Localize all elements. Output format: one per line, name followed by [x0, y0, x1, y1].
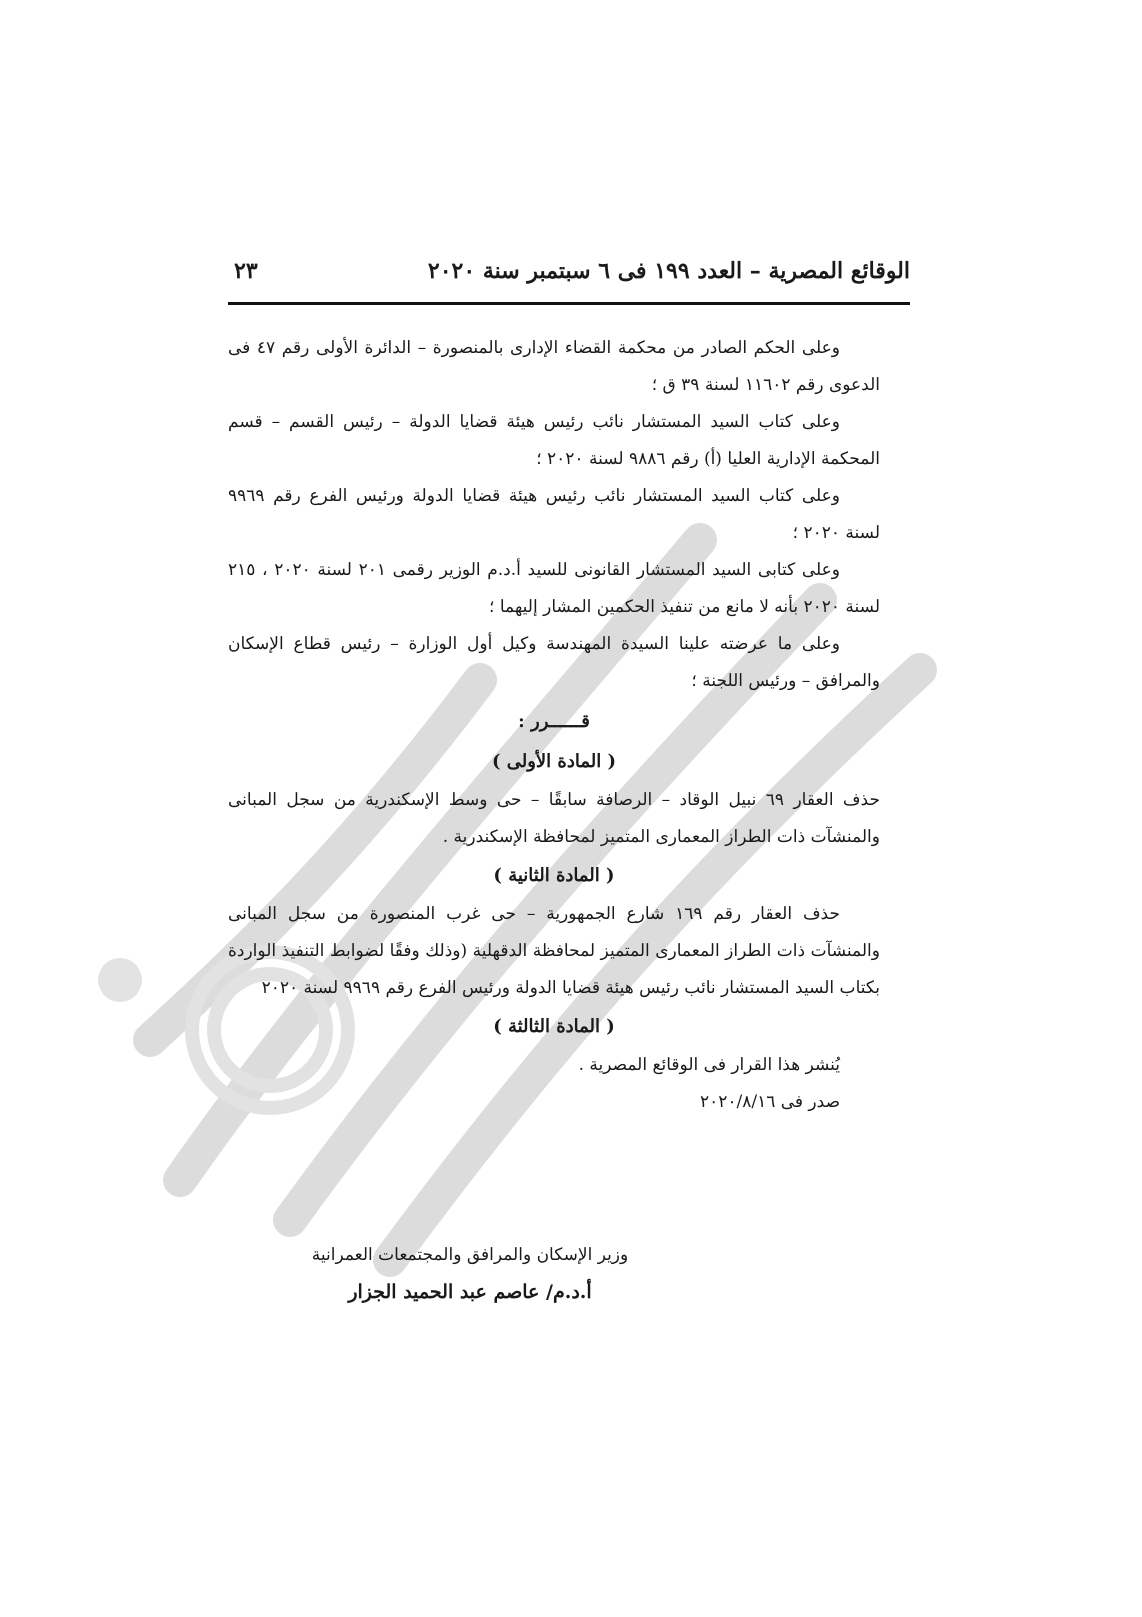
preamble-paragraph: وعلى كتابى السيد المستشار القانونى للسيد أ.د.م الوزير رقمى ٢٠١ لسنة ٢٠٢٠ ، ٢١٥ لسنة ٢٠٢٠ بأنه لا مانع من تنفيذ الحكمين المشار إليهما ؛ [228, 560, 880, 617]
page-number: ٢٣ [234, 258, 258, 284]
article-heading: ( المادة الأولى ) [491, 751, 617, 772]
article-heading: ( المادة الثالثة ) [493, 1016, 615, 1037]
issue-date: صدر فى ٢٠٢٠/٨/١٦ [699, 1092, 840, 1112]
page-header [228, 258, 910, 298]
preamble-paragraph: وعلى الحكم الصادر من محكمة القضاء الإدارى بالمنصورة – الدائرة الأولى رقم ٤٧ فى الدعوى رقم ١١٦٠٢ لسنة ٣٩ ق ؛ [228, 338, 880, 395]
article-text: حذف العقار رقم ١٦٩ شارع الجمهورية – حى غرب المنصورة من سجل المبانى والمنشآت ذات الطراز المعمارى المتميز لمحافظة الدقهلية (وذلك وفقًا لضوابط التنفيذ الواردة بكتاب السيد المستشار نائب رئيس هيئة قضايا الدولة ورئيس الفرع رقم ٩٩٦٩ لسنة ٢٠٢٠ [228, 904, 880, 998]
minister-title: وزير الإسكان والمرافق والمجتمعات العمرانية [311, 1245, 629, 1265]
preamble-paragraph: وعلى كتاب السيد المستشار نائب رئيس هيئة قضايا الدولة ورئيس الفرع رقم ٩٩٦٩ لسنة ٢٠٢٠ ؛ [228, 486, 880, 543]
article-text: يُنشر هذا القرار فى الوقائع المصرية . [578, 1055, 840, 1075]
minister-name: أ.د.م/ عاصم عبد الحميد الجزار [348, 1281, 592, 1303]
article-heading: ( المادة الثانية ) [493, 865, 615, 886]
preamble-paragraph: وعلى كتاب السيد المستشار نائب رئيس هيئة قضايا الدولة – رئيس القسم – قسم المحكمة الإدارية العليا (أ) رقم ٩٨٨٦ لسنة ٢٠٢٠ ؛ [228, 412, 880, 469]
preamble-paragraph: وعلى ما عرضته علينا السيدة المهندسة وكيل أول الوزارة – رئيس قطاع الإسكان والمرافق – ورئيس اللجنة ؛ [228, 634, 880, 691]
article-text: حذف العقار ٦٩ نبيل الوقاد – الرصافة سابقًا – حى وسط الإسكندرية من سجل المبانى والمنشآت ذات الطراز المعمارى المتميز لمحافظة الإسكندرية . [228, 790, 880, 847]
signature-block [300, 1238, 640, 1312]
decree-label: قــــــرر : [518, 711, 590, 732]
document-body [228, 330, 880, 1121]
gazette-title: الوقائع المصرية – العدد ١٩٩ فى ٦ سبتمبر سنة ٢٠٢٠ [427, 258, 910, 284]
header-divider [228, 302, 910, 305]
